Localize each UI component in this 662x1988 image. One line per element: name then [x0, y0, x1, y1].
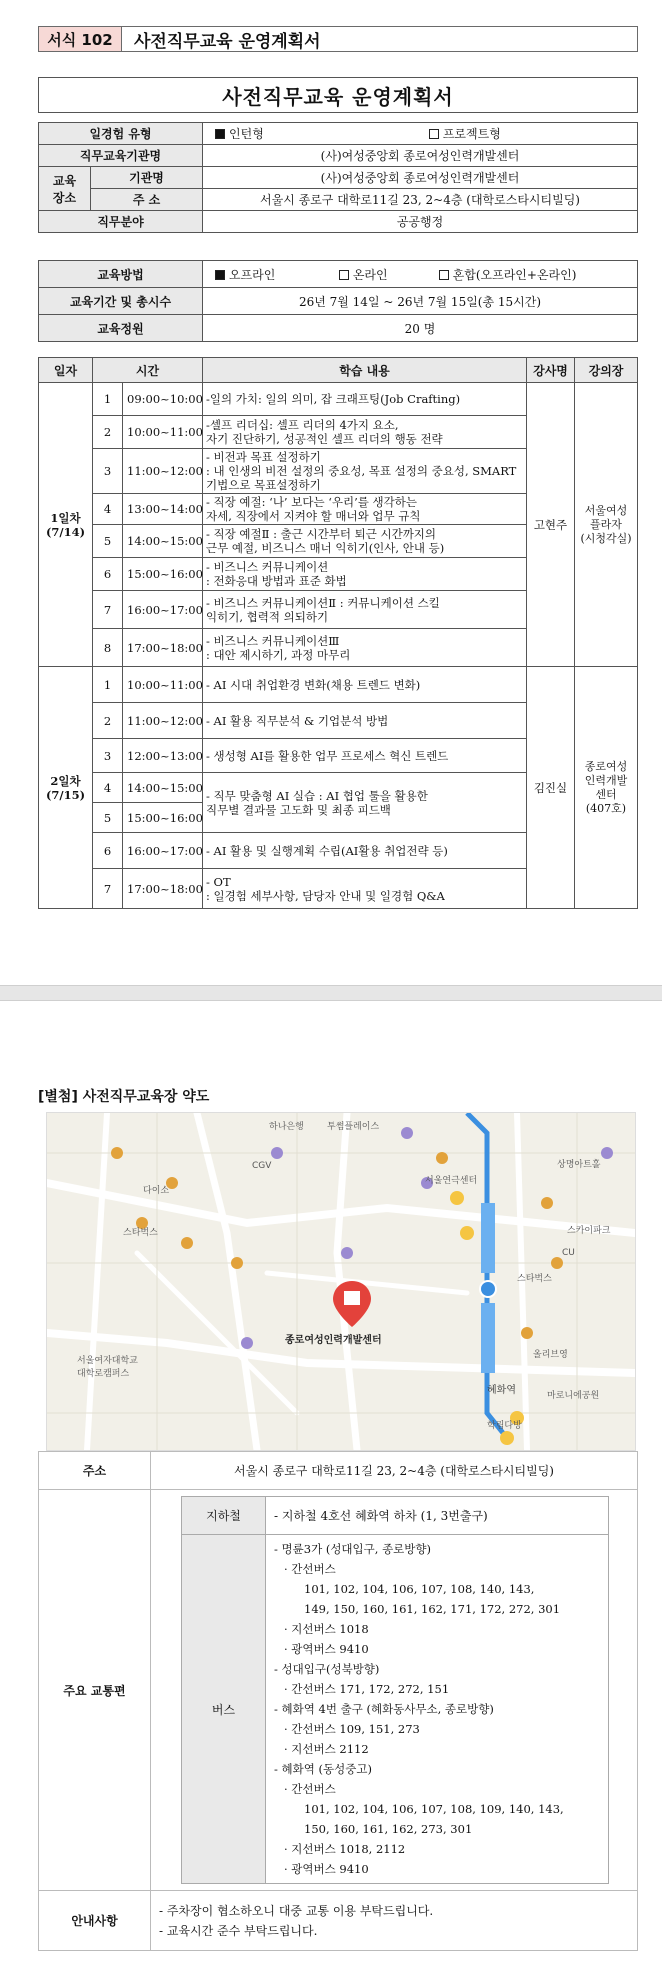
method-online: 온라인: [352, 267, 388, 282]
notice-line: - 교육시간 준수 부탁드립니다.: [159, 1923, 318, 1938]
map-label-cgv: CGV: [252, 1161, 272, 1171]
session-no: 6: [93, 558, 123, 591]
annex-addr-value: 서울시 종로구 대학로11길 23, 2~4층 (대학로스타시티빌딩): [151, 1452, 638, 1490]
notice-line: - 주차장이 협소하오니 대중 교통 이용 부탁드립니다.: [159, 1903, 434, 1918]
header-instructor: 강사명: [527, 358, 575, 383]
capacity-value: 20 명: [203, 315, 638, 342]
day1-room: 서울여성 플라자 (시청각실): [575, 383, 638, 667]
place-label-2: 장소: [52, 190, 77, 205]
session-content: - 생성형 AI를 활용한 업무 프로세스 혁신 트렌드: [203, 739, 527, 773]
map-label-starbucks: 스타벅스: [123, 1228, 158, 1238]
session-time: 15:00~16:00: [123, 558, 203, 591]
session-time: 13:00~14:00: [123, 494, 203, 525]
location-map[interactable]: [46, 1112, 636, 1451]
session-time: 16:00~17:00: [123, 591, 203, 629]
session-no: 4: [93, 773, 123, 803]
session-content: - 비전과 목표 설정하기 : 내 인생의 비전 설정의 중요성, 목표 설정의 중요성, SMART 기법으로 목표설정하기: [203, 449, 527, 494]
session-no: 2: [93, 703, 123, 739]
transit-detail: [151, 1490, 638, 1891]
session-no: 1: [93, 383, 123, 416]
map-label-cu: CU: [562, 1248, 575, 1258]
session-content: - 비즈니스 커뮤니케이션Ⅲ : 대안 제시하기, 과정 마무리: [203, 629, 527, 667]
session-time: 15:00~16:00: [123, 803, 203, 833]
bus-line: 101, 102, 104, 106, 107, 108, 109, 140, 143,: [304, 1802, 564, 1816]
bus-line: - 명륜3가 (성대입구, 종로방향): [274, 1542, 431, 1556]
method-offline: 오프라인: [229, 267, 276, 282]
map-label-sangmyung: 상명아트홀: [557, 1160, 601, 1170]
checkbox-empty-icon: [429, 129, 439, 139]
session-content: - AI 활용 직무분석 & 기업분석 방법: [203, 703, 527, 739]
type-options: [203, 123, 638, 145]
header-time: 시간: [93, 358, 203, 383]
session-content: - AI 활용 및 실행계획 수립(AI활용 취업전략 등): [203, 833, 527, 869]
page-one: [0, 0, 662, 985]
checkbox-empty-icon: [339, 270, 349, 280]
header-content: 학습 내용: [203, 358, 527, 383]
session-no: 4: [93, 494, 123, 525]
basic-info-table: [38, 122, 638, 233]
session-content: - 비즈니스 커뮤니케이션 : 전화응대 방법과 표준 화법: [203, 558, 527, 591]
day1-name: 1일차: [50, 510, 81, 525]
checkbox-checked-icon: [215, 270, 225, 280]
capacity-label: 교육정원: [39, 315, 203, 342]
map-label-tosome: 투썸플레이스: [327, 1122, 380, 1132]
session-no: 3: [93, 449, 123, 494]
bus-line: 149, 150, 160, 161, 162, 171, 172, 272, 301: [304, 1602, 561, 1616]
session-no: 7: [93, 869, 123, 909]
bus-line: 150, 160, 161, 162, 273, 301: [304, 1822, 473, 1836]
bus-label: 버스: [182, 1535, 266, 1884]
document-title: 사전직무교육 운영계획서: [38, 77, 638, 113]
day2-name: 2일차: [50, 773, 81, 788]
session-no: 5: [93, 803, 123, 833]
type-opt-intern: 인턴형: [229, 127, 264, 141]
session-time: 14:00~15:00: [123, 773, 203, 803]
subway-label: 지하철: [182, 1497, 266, 1535]
method-label: 교육방법: [39, 261, 203, 288]
bus-line: · 간선버스: [284, 1782, 336, 1796]
field-value: 공공행정: [203, 211, 638, 233]
session-content: - OT : 일경험 세부사항, 담당자 안내 및 일경험 Q&A: [203, 869, 527, 909]
bus-lines: [266, 1535, 609, 1884]
bus-line: - 혜화역 (동성중고): [274, 1762, 372, 1776]
checkbox-checked-icon: [215, 129, 225, 139]
map-label-marronnier: 마로니에공원: [547, 1391, 600, 1401]
bus-line: · 간선버스 109, 151, 273: [284, 1722, 420, 1736]
day2-room: 종로여성 인력개발 센터 (407호): [575, 667, 638, 909]
session-time: 10:00~11:00: [123, 667, 203, 703]
header-date: 일자: [39, 358, 93, 383]
notice-label: 안내사항: [39, 1891, 151, 1951]
day1-label: [39, 383, 93, 667]
map-label-hakrim: 학림다방: [487, 1421, 522, 1431]
map-label-starbucks-2: 스타벅스: [517, 1274, 552, 1284]
annex-addr-label: 주소: [39, 1452, 151, 1490]
addr-value: 서울시 종로구 대학로11길 23, 2~4층 (대학로스타시티빌딩): [203, 189, 638, 211]
session-no: 6: [93, 833, 123, 869]
bus-line: · 광역버스 9410: [284, 1862, 369, 1876]
org-label: 직무교육기관명: [39, 145, 203, 167]
bus-line: · 지선버스 1018, 2112: [284, 1842, 406, 1856]
method-table: [38, 260, 638, 342]
notice-values: [151, 1891, 638, 1951]
day2-label: [39, 667, 93, 909]
bus-line: 101, 102, 104, 106, 107, 108, 140, 143,: [304, 1582, 535, 1596]
page-separator: [0, 985, 662, 1001]
type-opt-project: 프로젝트형: [442, 127, 501, 141]
period-value: 26년 7월 14일 ~ 26년 7월 15일(총 15시간): [203, 288, 638, 315]
day2-instructor: 김진실: [527, 667, 575, 909]
bus-line: - 혜화역 4번 출구 (혜화동사무소, 종로방향): [274, 1702, 494, 1716]
annex-title: [별첨] 사전직무교육장 약도: [38, 1089, 210, 1105]
session-time: 11:00~12:00: [123, 449, 203, 494]
session-time: 12:00~13:00: [123, 739, 203, 773]
day2-date: (7/15): [45, 787, 86, 802]
session-content: - 비즈니스 커뮤니케이션Ⅱ : 커뮤니케이션 스킬 익히기, 협력적 의되하기: [203, 591, 527, 629]
session-content: - 직장 예절: ‘나’ 보다는 ‘우리’를 생각하는 자세, 직장에서 지켜야 할 매너와 업무 규칙: [203, 494, 527, 525]
session-time: 17:00~18:00: [123, 629, 203, 667]
bus-line: - 성대입구(성북방향): [274, 1662, 380, 1676]
session-time: 10:00~11:00: [123, 416, 203, 449]
method-mixed: 혼합(오프라인+온라인): [452, 267, 577, 282]
type-label: 일경험 유형: [39, 123, 203, 145]
form-header: [38, 26, 638, 52]
bus-line: · 간선버스: [284, 1562, 336, 1576]
map-label-seoul-yeon: 서울연극센터: [425, 1176, 478, 1186]
map-label-daehak: 서울여자대학교 대학로캠퍼스: [77, 1356, 138, 1379]
session-no: 2: [93, 416, 123, 449]
session-no: 1: [93, 667, 123, 703]
map-label-skypark: 스카이파크: [567, 1226, 611, 1236]
session-time: 11:00~12:00: [123, 703, 203, 739]
inst-value: (사)여성중앙회 종로여성인력개발센터: [203, 167, 638, 189]
form-title: 사전직무교육 운영계획서: [122, 26, 638, 52]
session-no: 5: [93, 525, 123, 558]
transit-table: [38, 1451, 638, 1951]
day1-date: (7/14): [45, 524, 86, 539]
bus-line: · 광역버스 9410: [284, 1642, 369, 1656]
inst-label: 기관명: [91, 167, 203, 189]
checkbox-empty-icon: [439, 270, 449, 280]
session-content-merged: - 직무 맞춤형 AI 실습 : AI 협업 툴을 활용한 직무별 결과물 고도화 및 최종 피드백: [203, 773, 527, 833]
addr-label: 주 소: [91, 189, 203, 211]
session-content: -일의 가치: 일의 의미, 잡 크래프팅(Job Crafting): [203, 383, 527, 416]
session-no: 7: [93, 591, 123, 629]
session-no: 8: [93, 629, 123, 667]
map-label-hanaro: 하나은행: [269, 1122, 304, 1132]
map-label-olive: 올리브영: [533, 1350, 568, 1360]
place-label: [39, 167, 91, 211]
period-label: 교육기간 및 총시수: [39, 288, 203, 315]
session-content: - 직장 예절Ⅱ : 출근 시간부터 퇴근 시간까지의 근무 예절, 비즈니스 매너 익히기(인사, 안내 등): [203, 525, 527, 558]
session-content: -셀프 리더십: 셀프 리더의 4가지 요소, 자기 진단하기, 성공적인 셀프 리더의 행동 전략: [203, 416, 527, 449]
method-options: [203, 261, 638, 288]
schedule-table: [38, 357, 638, 909]
session-time: 17:00~18:00: [123, 869, 203, 909]
bus-line: · 간선버스 171, 172, 272, 151: [284, 1682, 450, 1696]
session-time: 09:00~10:00: [123, 383, 203, 416]
session-time: 16:00~17:00: [123, 833, 203, 869]
session-content: - AI 시대 취업환경 변화(채용 트렌드 변화): [203, 667, 527, 703]
session-time: 14:00~15:00: [123, 525, 203, 558]
form-number: 서식 102: [38, 26, 122, 52]
map-label-hyehwa: 혜화역: [487, 1385, 516, 1396]
map-label-center: 종로여성인력개발센터: [285, 1335, 382, 1346]
subway-value: - 지하철 4호선 혜화역 하차 (1, 3번출구): [266, 1497, 609, 1535]
bus-line: · 지선버스 2112: [284, 1742, 369, 1756]
day1-instructor: 고현주: [527, 383, 575, 667]
map-label-daiso: 다이소: [143, 1186, 170, 1196]
transit-label: 주요 교통편: [39, 1490, 151, 1891]
bus-line: · 지선버스 1018: [284, 1622, 369, 1636]
place-label-1: 교육: [52, 173, 77, 188]
session-no: 3: [93, 739, 123, 773]
org-value: (사)여성중앙회 종로여성인력개발센터: [203, 145, 638, 167]
header-room: 강의장: [575, 358, 638, 383]
field-label: 직무분야: [39, 211, 203, 233]
